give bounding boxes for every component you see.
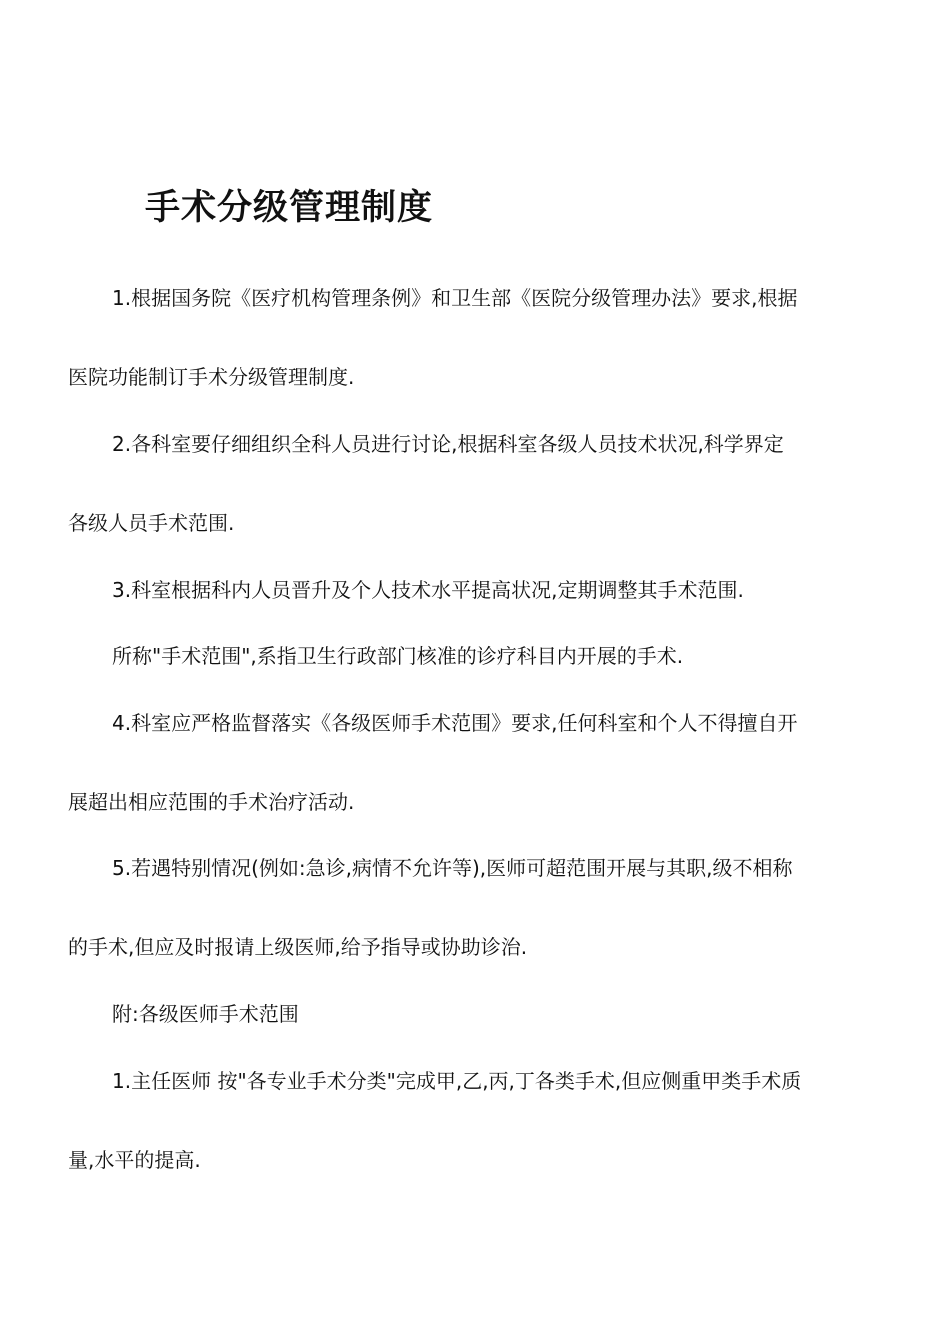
appendix-item-1-line-2: 量,水平的提高. [68, 1148, 201, 1172]
paragraph-4-line-2: 展超出相应范围的手术治疗活动. [68, 790, 355, 814]
paragraph-3-note: 所称"手术范围",系指卫生行政部门核准的诊疗科目内开展的手术. [112, 644, 684, 668]
paragraph-4-line-1: 4.科室应严格监督落实《各级医师手术范围》要求,任何科室和个人不得擅自开 [112, 711, 798, 735]
paragraph-5-line-2: 的手术,但应及时报请上级医师,给予指导或协助诊治. [68, 935, 528, 959]
appendix-heading: 附:各级医师手术范围 [112, 1002, 299, 1026]
paragraph-2-line-2: 各级人员手术范围. [68, 511, 235, 535]
paragraph-2-line-1: 2.各科室要仔细组织全科人员进行讨论,根据科室各级人员技术状况,科学界定 [112, 432, 784, 456]
paragraph-5-line-1: 5.若遇特别情况(例如:急诊,病情不允许等),医师可超范围开展与其职,级不相称 [112, 856, 793, 880]
paragraph-1-line-2: 医院功能制订手术分级管理制度. [68, 365, 355, 389]
paragraph-1-line-1: 1.根据国务院《医疗机构管理条例》和卫生部《医院分级管理办法》要求,根据 [112, 286, 798, 310]
appendix-item-1-line-1: 1.主任医师 按"各专业手术分类"完成甲,乙,丙,丁各类手术,但应侧重甲类手术质 [112, 1069, 802, 1093]
paragraph-3-line-1: 3.科室根据科内人员晋升及个人技术水平提高状况,定期调整其手术范围. [112, 578, 744, 602]
document-title: 手术分级管理制度 [145, 188, 434, 228]
